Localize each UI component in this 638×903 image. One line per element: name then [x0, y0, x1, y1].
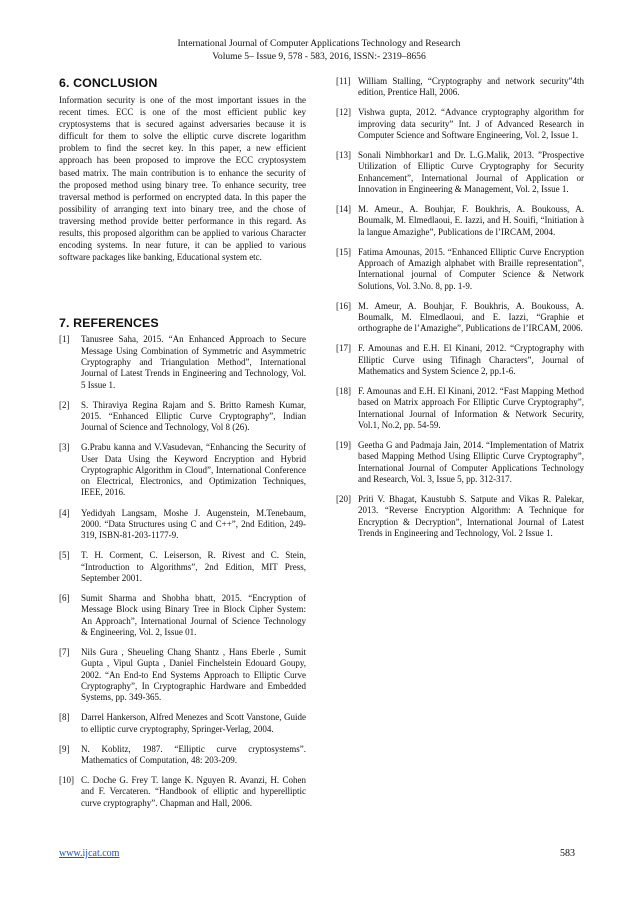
reference-item	[59, 442, 306, 498]
reference-text: M. Ameur, A. Bouhjar, F. Boukhris, A. Boukouss, A. Boumalk, M. Elmedlaoui, and E. Iazzi, “Graphie et orthographe de l’Amazighe”, Publications de l’IRCAM, 2006.	[358, 300, 584, 334]
reference-text: F. Amounas and E.H. El Kinani, 2012. “Cryptography with Elliptic Curve using Tifinagh Characters”, Journal of Mathematics and System Science 2, pp.1-6.	[358, 343, 584, 377]
conclusion-heading: 6. CONCLUSION	[59, 76, 158, 90]
journal-website-link[interactable]: www.ijcat.com	[59, 848, 120, 859]
reference-item	[336, 343, 584, 377]
reference-text: C. Doche G. Frey T. lange K. Nguyen R. Avanzi, H. Cohen and F. Vercateren. “Handbook of elliptic and hyperelliptic curve cryptography”. Chapman and Hall, 2006.	[81, 774, 306, 808]
reference-item	[336, 494, 584, 539]
right-column	[336, 76, 584, 548]
reference-item	[336, 150, 584, 195]
reference-item	[336, 301, 584, 335]
reference-item	[336, 386, 584, 431]
reference-number: [13]	[336, 150, 351, 161]
reference-text: N. Koblitz, 1987. “Elliptic curve cryptosystems”. Mathematics of Computation, 48: 203-209.	[81, 743, 306, 765]
reference-text: Priti V. Bhagat, Kaustubh S. Satpute and Vikas R. Palekar, 2013. “Reverse Encryption Algorithm: A Technique for Encryption & Decryption”, International Journal of Latest Trends in Engineering and Technology, Vol. 2 Issue 1.	[358, 494, 584, 538]
page-number: 583	[560, 848, 575, 859]
reference-item	[59, 400, 306, 434]
reference-item	[59, 334, 306, 390]
reference-number: [14]	[336, 204, 351, 215]
reference-item	[59, 712, 306, 735]
reference-item	[59, 593, 306, 638]
reference-item	[336, 440, 584, 485]
reference-item	[59, 775, 306, 809]
left-column	[59, 76, 306, 818]
reference-number: [12]	[336, 107, 351, 118]
reference-number: [11]	[336, 76, 351, 86]
reference-number: [7]	[59, 646, 70, 657]
reference-item	[336, 76, 584, 99]
reference-text: Vishwa gupta, 2012. “Advance cryptography algorithm for improving data security” Int. J of Advanced Research in Computer Science and Software Engineering, Vol. 2, Issue 1.	[358, 107, 584, 140]
reference-text: Fatima Amounas, 2015. “Enhanced Elliptic Curve Encryption Approach of Amazigh alphabet with Braille representation”, International journal of Computer Science & Network Solutions, Vol. 3.No. 8, pp. 1-9.	[358, 246, 584, 291]
reference-number: [15]	[336, 246, 351, 257]
reference-number: [6]	[59, 592, 70, 603]
references-list-right	[336, 76, 584, 539]
reference-text: Sonali Nimbhorkar1 and Dr. L.G.Malik, 2013. ”Prospective Utilization of Elliptic Curve Cryptography for Security Enhancement”, International Journal of Application or Innovation in Engineering & Management, Vol. 2, Issue 1.	[358, 150, 584, 194]
journal-volume: Volume 5– Issue 9, 578 - 583, 2016, ISSN:- 2319–8656	[212, 50, 426, 62]
reference-text: Geetha G and Padmaja Jain, 2014. “Implementation of Matrix based Mapping Method Using Elliptic Curve Cryptography”, International Journal of Computer Applications Technology and Research, Vol. 3, Issue 5, pp. 312-317.	[358, 440, 584, 484]
reference-text: Nils Gura , Sheueling Chang Shantz , Hans Eberle , Sumit Gupta , Vipul Gupta , Daniel Finchelstein Edouard Goupy, 2002. “An End-to End Systems Approach to Elliptic Curve Cryptography”, In Cryptographic Hardware and Embedded Systems, pp. 349-365.	[81, 646, 306, 703]
reference-text: T. H. Corment, C. Leiserson, R. Rivest and C. Stein, “Introduction to Algorithms”, 2nd Edition, MIT Press, September 2001.	[81, 550, 306, 583]
reference-text: S. Thiraviya Regina Rajam and S. Britto Ramesh Kumar, 2015. “Enhanced Elliptic Curve Cryptography”, Indian Journal of Science and Technology, Vol 8 (26).	[81, 399, 306, 433]
reference-text: Yedidyah Langsam, Moshe J. Augenstein, M.Tenebaum, 2000. “Data Structures using C and C++”, 2nd Edition, 249-319, ISBN-81-203-1177-9.	[81, 507, 306, 541]
reference-text: G.Prabu kanna and V.Vasudevan, “Enhancing the Security of User Data Using the Keyword Encryption and Hybrid Cryptographic Algorithm in Cloud”, International Conference on Electrical, Electronics, and Optimization Techniques, IEEE, 2016.	[81, 442, 306, 498]
reference-number: [1]	[59, 334, 70, 345]
journal-header	[0, 38, 638, 63]
reference-item	[336, 204, 584, 238]
reference-text: Tanusree Saha, 2015. “An Enhanced Approach to Secure Message Using Combination of Symmetric and Asymmetric Cryptography and Triangulation Method”, International Journal of Latest Trends in Engineering and Technology, Vol. 5 Issue 1.	[81, 334, 306, 390]
references-heading: 7. REFERENCES	[59, 316, 159, 331]
reference-number: [19]	[336, 440, 351, 451]
reference-number: [10]	[59, 774, 74, 785]
journal-title: International Journal of Computer Applications Technology and Research	[177, 38, 461, 49]
conclusion-paragraph: Information security is one of the most important issues in the recent times. ECC is one of the most efficient public key cryptosystems that is secured against adversaries because it is difficult for them to solve the elliptic curve discrete logarithm problem to find the secret key. In this paper, a new efficient approach has been proposed to improve the ECC cryptosystem based matrix. The main contribution is to enhance the security of the proposed method using binary tree. To enhance security, tree traversal method is performed on encrypted data. In this paper the possibility of arranging text into binary tree, and the chose of traversing method provide better performance in this regard. As results, this proposed algorithm can be applied to various Character encoding systems. In near future, it can be applied to various software packages like banking, Educational system etc.	[59, 95, 306, 263]
reference-number: [16]	[336, 300, 351, 311]
reference-number: [2]	[59, 399, 70, 410]
reference-item	[336, 247, 584, 292]
reference-item	[59, 744, 306, 767]
reference-text: William Stalling, “Cryptography and network security”4th edition, Prentice Hall, 2006.	[358, 76, 584, 98]
reference-item	[59, 647, 306, 703]
reference-text: Darrel Hankerson, Alfred Menezes and Scott Vanstone, Guide to elliptic curve cryptography, Springer-Verlag, 2004.	[81, 712, 306, 734]
reference-number: [17]	[336, 343, 351, 354]
reference-number: [4]	[59, 507, 70, 518]
reference-number: [9]	[59, 743, 70, 754]
reference-text: F. Amounas and E.H. El Kinani, 2012. “Fast Mapping Method based on Matrix approach For Elliptic Curve Cryptography”, International Journal of Information & Network Security, Vol.1, No.2, pp. 54-59.	[358, 386, 584, 430]
reference-item	[59, 550, 306, 584]
references-list-left	[59, 334, 306, 809]
reference-number: [20]	[336, 494, 351, 505]
reference-item	[59, 508, 306, 542]
reference-item	[336, 107, 584, 141]
reference-text: Sumit Sharma and Shobha bhatt, 2015. “Encryption of Message Block using Binary Tree in Block Cipher System: An Approach”, International Journal of Science Technology & Engineering, Vol. 2, Issue 01.	[81, 592, 306, 637]
reference-number: [18]	[336, 386, 351, 397]
reference-number: [5]	[59, 550, 70, 561]
reference-number: [3]	[59, 442, 70, 453]
reference-text: M. Ameur., A. Bouhjar, F. Boukhris, A. Boukouss, A. Boumalk, M. Elmedlaoui, E. Iazzi, and H. Souifi, “Initiation à la langue Amazighe”, Publications de l’IRCAM, 2004.	[358, 204, 584, 237]
reference-number: [8]	[59, 712, 70, 723]
